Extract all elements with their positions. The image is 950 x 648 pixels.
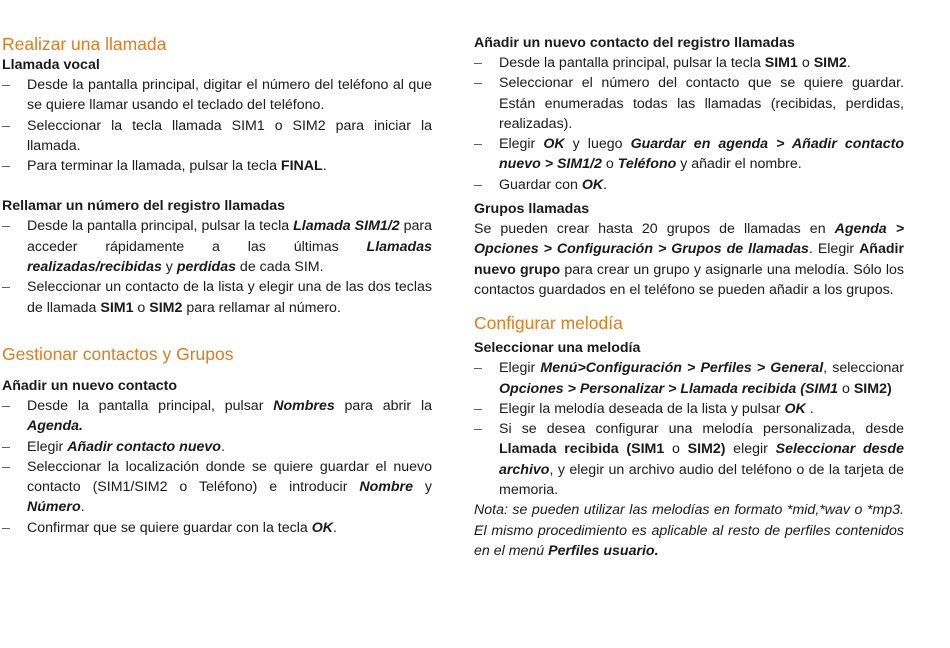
item-text: . — [220, 438, 225, 455]
emphasis-text: Seleccionar desde archivo — [499, 441, 904, 478]
list-item: – Desde la pantalla principal, digitar el número del teléfono al que se quiere llamar usando el teclado del teléfono. — [2, 75, 432, 116]
list-item — [2, 396, 432, 437]
item-text: Desde la pantalla principal, pulsar la tecla — [499, 55, 765, 71]
emphasis-text: Nombres — [273, 397, 335, 414]
list-item — [2, 518, 432, 538]
subheading-rellamar: Rellamar un número del registro llamadas — [2, 198, 286, 215]
emphasis-text: Perfiles usuario. — [548, 542, 659, 559]
item-text: . — [603, 176, 608, 193]
item-text: , seleccionar — [823, 360, 905, 377]
emphasis-text: OK — [784, 400, 806, 417]
item-text: elegir — [725, 441, 776, 458]
note-text: Nota: se pueden utilizar las melodías en formato *mid,*wav o *mp3. El mismo procedimiento es aplicable al resto de perfiles contenidos en el menú — [474, 502, 904, 559]
item-text: Desde la pantalla principal, pulsar — [27, 397, 274, 414]
item-text: o — [838, 380, 854, 397]
item-text: Elegir — [499, 136, 544, 153]
list-item: – Seleccionar la tecla llamada SIM1 o SIM2 para iniciar la llamada. — [2, 116, 432, 157]
list-rellamar — [2, 216, 432, 317]
emphasis-text: SIM2) — [687, 441, 726, 458]
item-text: Para terminar la llamada, pulsar la tecla — [27, 158, 281, 175]
list-item — [2, 277, 432, 318]
section-heading-configurar-melodia: Configurar melodía — [474, 313, 623, 334]
final-key-label: FINAL — [280, 158, 323, 175]
left-column — [2, 33, 432, 538]
subheading-seleccionar-melodia: Seleccionar una melodía — [474, 340, 641, 357]
item-text: Desde la pantalla principal, pulsar la tecla — [27, 218, 294, 235]
emphasis-text: Añadir nuevo grupo — [474, 241, 904, 278]
item-text: de cada SIM. — [235, 259, 324, 276]
emphasis-text: Opciones > Personalizar > Llamada recibida (SIM1 — [499, 380, 839, 397]
item-text: para abrir la — [334, 397, 432, 414]
item-text: o — [797, 55, 814, 71]
list-item — [474, 53, 904, 73]
emphasis-text: Añadir contacto nuevo — [67, 438, 221, 455]
subheading-anadir-contacto: Añadir un nuevo contacto — [2, 377, 177, 394]
emphasis-text: Teléfono — [617, 156, 677, 173]
item-text: o — [664, 441, 688, 458]
item-text: y luego — [564, 136, 631, 153]
item-text: Seleccionar la localización donde se quiere guardar el nuevo contacto (SIM1/SIM2 o Teléfono) e introducir — [27, 458, 432, 496]
emphasis-text: OK — [581, 176, 604, 193]
list-item — [474, 358, 904, 399]
emphasis-text: Llamadas realizadas/recibidas — [27, 238, 432, 276]
list-item — [2, 216, 432, 277]
item-text: Confirmar que se quiere guardar con la tecla — [27, 519, 312, 536]
item-text: . — [332, 519, 337, 536]
emphasis-text: Nombre — [359, 479, 413, 496]
item-text: . — [805, 400, 814, 417]
item-text: y — [161, 259, 177, 276]
item-text: . — [846, 55, 851, 71]
item-text: o — [133, 299, 150, 316]
item-text: Guardar con — [499, 176, 582, 193]
emphasis-text: SIM2) — [853, 380, 892, 397]
item-text: y — [412, 479, 432, 496]
list-item — [2, 437, 432, 457]
emphasis-text: SIM2 — [149, 299, 183, 316]
list-item — [474, 399, 904, 419]
item-text: para rellamar al número. — [182, 299, 341, 316]
subheading-llamada-vocal: Llamada vocal — [2, 57, 100, 73]
emphasis-text: SIM2 — [813, 55, 847, 71]
item-text: para acceder rápidamente a las últimas — [27, 218, 432, 255]
emphasis-text: SIM1 — [100, 299, 134, 316]
item-text: Elegir — [499, 360, 541, 377]
item-text: y añadir el nombre. — [676, 156, 802, 173]
item-text: Seleccionar un contacto de la lista y elegir una de las dos teclas de llamada — [27, 279, 432, 316]
right-column — [474, 33, 904, 561]
paragraph-text: Se pueden crear hasta 20 grupos de llamadas en — [474, 221, 835, 238]
list-item — [474, 134, 904, 175]
paragraph-grupos — [474, 219, 904, 300]
item-text: . — [80, 499, 85, 516]
emphasis-text: OK — [543, 136, 565, 153]
list-llamada-vocal — [2, 75, 432, 176]
emphasis-text: Número — [27, 499, 81, 516]
emphasis-text: Llamada recibida (SIM1 — [499, 441, 665, 458]
emphasis-text: Guardar en agenda > Añadir contacto nuevo > SIM1/2 — [499, 136, 905, 173]
item-text: Elegir la melodía deseada de la lista y pulsar — [499, 400, 785, 417]
list-melodia — [474, 358, 904, 500]
list-item — [2, 156, 432, 176]
paragraph-text: para crear un grupo y asignarle una melodía. Sólo los contactos guardados en el teléfono se pueden añadir a los grupos. — [474, 261, 904, 298]
list-anadir-registro — [474, 53, 904, 195]
list-item — [474, 175, 904, 195]
emphasis-text: Llamada SIM1/2 — [293, 218, 400, 235]
note-paragraph — [474, 500, 904, 561]
list-anadir-contacto — [2, 396, 432, 538]
item-text: . — [322, 158, 327, 175]
list-item: – Seleccionar el número del contacto que se quiere guardar. Están enumeradas todas las llamadas (recibidas, perdidas, realizadas). — [474, 73, 904, 134]
item-text: o — [601, 156, 618, 173]
section-heading-gestionar-contactos: Gestionar contactos y Grupos — [2, 343, 234, 364]
emphasis-text: Agenda. — [27, 418, 83, 435]
paragraph-text: . Elegir — [808, 241, 860, 258]
subheading-anadir-contacto-registro: Añadir un nuevo contacto del registro llamadas — [474, 35, 795, 51]
emphasis-text: Menú>Configuración > Perfiles > General — [540, 360, 824, 377]
item-text: Elegir — [27, 438, 68, 455]
emphasis-text: OK — [311, 519, 333, 536]
item-text: , y elegir un archivo audio del teléfono o de la tarjeta de memoria. — [499, 461, 904, 499]
emphasis-text: SIM1 — [764, 55, 798, 71]
emphasis-text: perdidas — [176, 259, 236, 276]
emphasis-text: Agenda > Opciones > Configuración > Grupos de llamadas — [474, 221, 904, 258]
section-heading-realizar-llamada: Realizar una llamada — [2, 34, 167, 54]
subheading-grupos-llamadas: Grupos llamadas — [474, 201, 590, 218]
item-text: Si se desea configurar una melodía personalizada, desde — [499, 421, 904, 438]
list-item — [474, 419, 904, 500]
list-item — [2, 457, 432, 518]
